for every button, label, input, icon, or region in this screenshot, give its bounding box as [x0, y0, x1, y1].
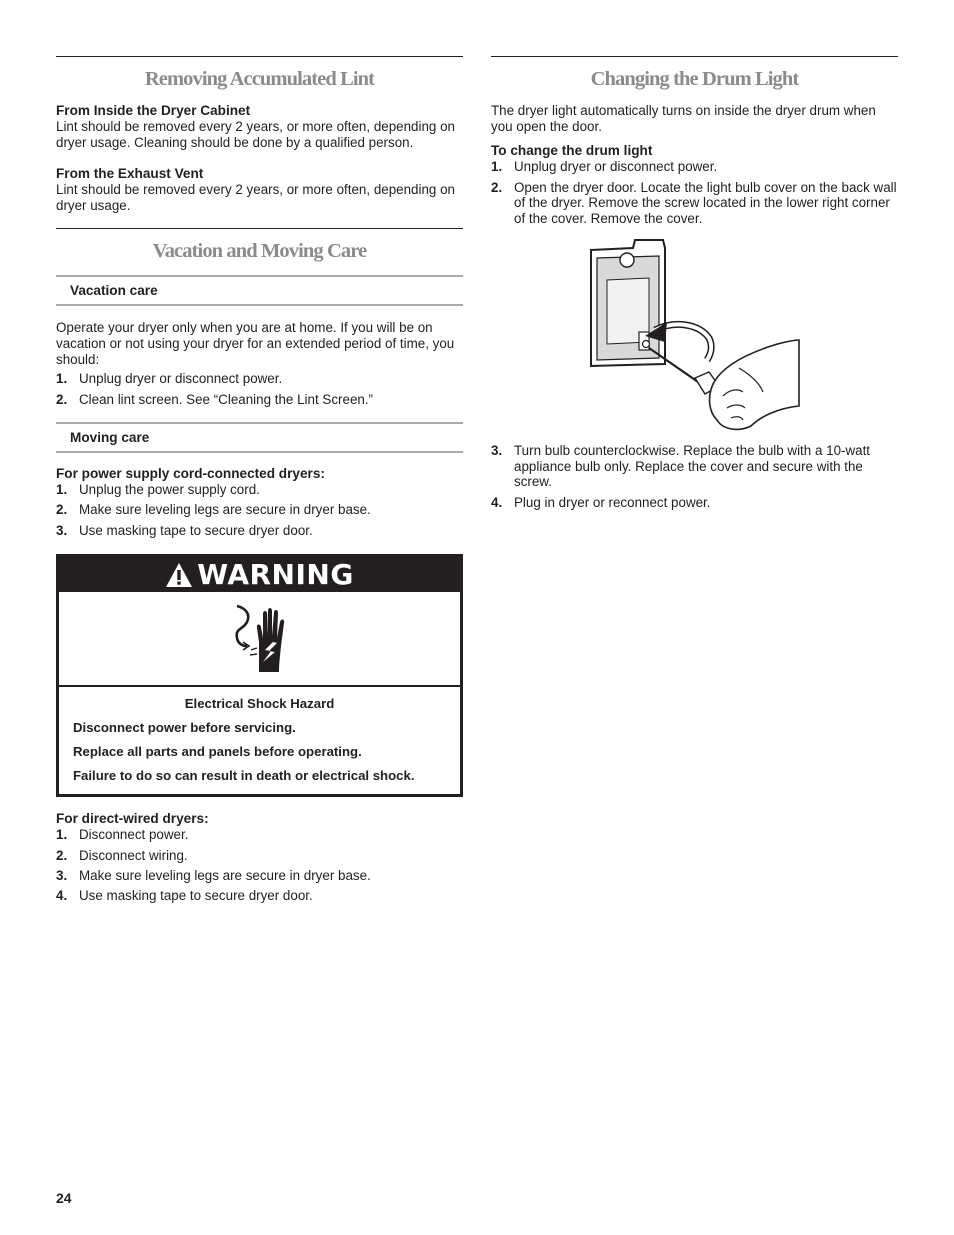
list-item: 3. Use masking tape to secure dryer door.	[56, 522, 313, 538]
hazard-title: Electrical Shock Hazard	[184, 696, 335, 712]
left-column	[56, 56, 463, 909]
list-item: 1. Unplug dryer or disconnect power.	[56, 371, 283, 387]
inside-cabinet-heading: From Inside the Dryer Cabinet	[56, 103, 251, 118]
list-item: 1. Unplug the power supply cord.	[56, 481, 260, 497]
drum-light-steps-a	[491, 159, 898, 226]
vacation-care-heading: Vacation care	[56, 275, 463, 306]
right-column	[491, 56, 898, 515]
warning-label: WARNING	[197, 558, 354, 592]
vacation-steps	[56, 371, 463, 407]
direct-wired-steps	[56, 827, 463, 904]
list-item: 3. Make sure leveling legs are secure in dryer base.	[56, 868, 371, 884]
list-item: 2. Clean lint screen. See “Cleaning the Lint Screen.”	[56, 391, 374, 407]
direct-wired-heading: For direct-wired dryers:	[56, 811, 209, 827]
list-item: 1. Unplug dryer or disconnect power.	[491, 159, 718, 175]
screwdriver-illustration	[583, 236, 813, 441]
exhaust-vent-text: Lint should be removed every 2 years, or more often, depending on dryer usage.	[56, 182, 455, 213]
drum-light-steps-b	[491, 443, 898, 510]
top-rule	[56, 56, 463, 57]
cord-connected-heading: For power supply cord-connected dryers:	[56, 465, 325, 481]
warning-header	[59, 557, 460, 592]
warning-box	[56, 554, 463, 797]
list-item: 2. Open the dryer door. Locate the light bulb cover on the back wall of the dryer. Remove the screw located in the lower right corner of the cover. Remove the cover.	[491, 179, 897, 226]
warning-triangle-icon	[165, 562, 193, 588]
section-rule	[56, 228, 463, 229]
list-item: 4. Use masking tape to secure dryer door.	[56, 888, 313, 904]
list-item: 2. Disconnect wiring.	[56, 847, 188, 863]
top-rule	[491, 56, 898, 57]
cord-steps	[56, 482, 463, 538]
vacation-care-text: Operate your dryer only when you are at home. If you will be on vacation or not using your dryer for an extended period of time, you should:	[56, 320, 455, 367]
list-item: 4. Plug in dryer or reconnect power.	[491, 494, 711, 510]
exhaust-vent-heading: From the Exhaust Vent	[56, 166, 204, 182]
section-title-drum-light: Changing the Drum Light	[590, 68, 799, 90]
bulb-cover-illustration-area	[491, 231, 898, 443]
list-item: 2. Make sure leveling legs are secure in dryer base.	[56, 502, 371, 518]
electrical-shock-hand-icon	[229, 602, 293, 678]
list-item: 3. Turn bulb counterclockwise. Replace the bulb with a 10-watt appliance bulb only. Replace the cover and secure with the screw.	[491, 443, 871, 490]
section-title-vacation: Vacation and Moving Care	[152, 240, 367, 263]
warning-line: Disconnect power before servicing.	[73, 720, 296, 736]
warning-line: Replace all parts and panels before operating.	[73, 744, 362, 760]
inside-cabinet-text: Lint should be removed every 2 years, or more often, depending on dryer usage. Cleaning should be done by a qualified person.	[56, 119, 455, 150]
warning-text	[59, 687, 460, 794]
drum-light-intro: The dryer light automatically turns on inside the dryer drum when you open the door.	[491, 103, 876, 134]
section-title-lint: Removing Accumulated Lint	[144, 68, 375, 90]
drum-light-heading: To change the drum light	[491, 143, 653, 159]
list-item: 1. Disconnect power.	[56, 827, 189, 843]
page-number: 24	[56, 1190, 72, 1206]
moving-care-heading: Moving care	[56, 422, 463, 453]
warning-icon-area	[59, 592, 460, 687]
warning-line: Failure to do so can result in death or electrical shock.	[73, 768, 415, 784]
